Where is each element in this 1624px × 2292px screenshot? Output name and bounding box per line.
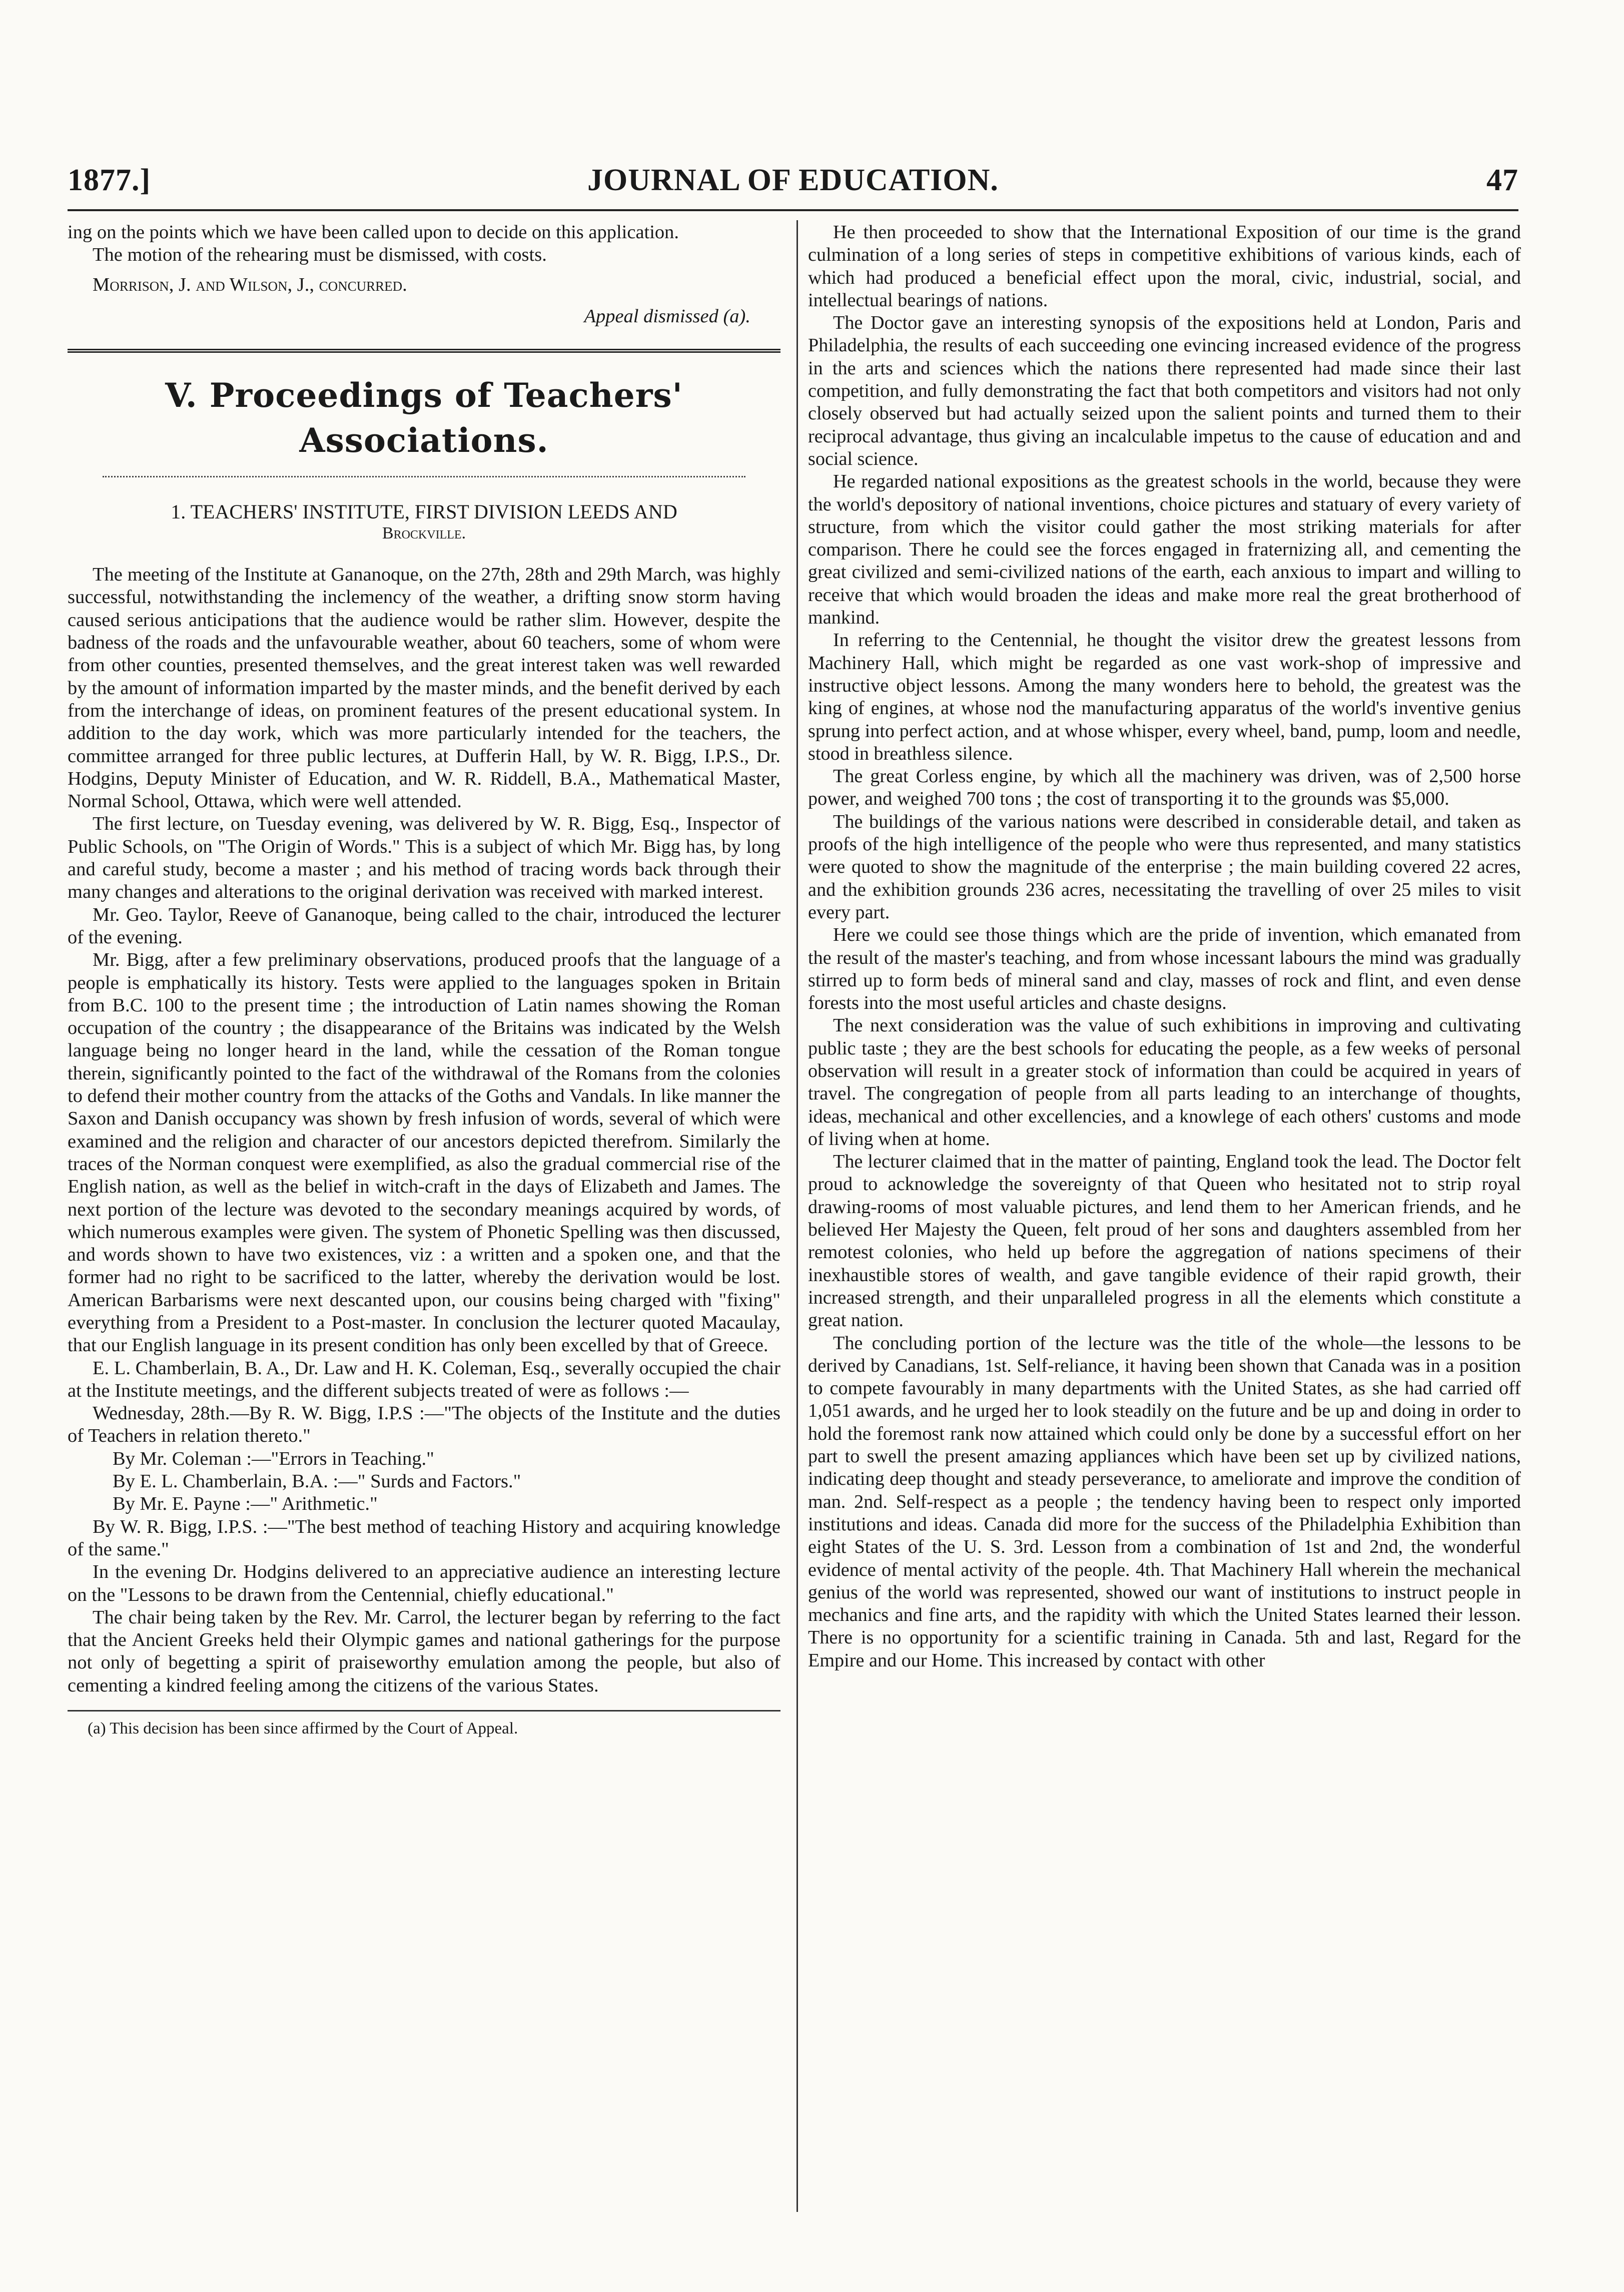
section-rule-top	[68, 349, 780, 353]
header-rule	[68, 209, 1518, 211]
concurred-line: Morrison, J. and Wilson, J., concurred.	[93, 274, 407, 295]
paragraph: E. L. Chamberlain, B. A., Dr. Law and H. K. Coleman, Esq., severally occupied the chair at the Institute meetings, and the different subjects treated of were as follows :—	[68, 1357, 780, 1401]
header-page-number: 47	[1486, 163, 1518, 197]
paragraph: In the evening Dr. Hodgins delivered to an appreciative audience an interesting lecture on the "Lessons to be drawn from the Centennial, chiefly educational."	[68, 1561, 780, 1605]
paragraph: The buildings of the various nations were described in considerable detail, and taken as proofs of the high intelligence of the people who were thus represented, and many statistics were quoted to show the magnitude of the enterprise ; the main building covered 22 acres, and the exhibition grounds 236 acres, necessitating the travelling of over 25 miles to visit every part.	[808, 811, 1521, 923]
paragraph: Mr. Bigg, after a few preliminary observations, produced proofs that the language of a people is emphatically its history. Tests were applied to the languages spoken in Britain from B.C. 100 to the present time ; the introduction of Latin names showing the Roman occupation of the country ; the disappearance of the Britains was indicated by the Welsh language being no longer heard in the land, while the cessation of the Roman tongue therein, significantly pointed to the fact of the withdrawal of the Romans from the colonies to defend their mother country from the attacks of the Goths and Vandals. In like manner the Saxon and Danish occupancy was shown by fresh infusion of words, several of which were examined and the religion and character of our ancestors depicted therefrom. Similarly the traces of the Norman conquest were exemplified, as also the gradual commercial rise of the English nation, as well as the belief in witch-craft in the days of Elizabeth and James. The next portion of the lecture was devoted to the secondary meanings acquired by words, of which numerous examples were given. The system of Phonetic Spelling was then discussed, and words shown to have two existences, viz : a written and a spoken one, and that the former had no right to be sacrificed to the latter, whereby the derivation would be lost. American Barbarisms were next descanted upon, our cousins being charged with "fixing" everything from a President to a Post-master. In conclusion the lecturer quoted Macaulay, that our English language in its present condition has only been excelled by that of Greece.	[68, 949, 780, 1356]
subsection-place: Brockville.	[382, 524, 466, 543]
header-title: JOURNAL OF EDUCATION.	[587, 163, 999, 197]
program-line: By Mr. E. Payne :—" Arithmetic."	[113, 1493, 378, 1515]
header-year: 1877.]	[68, 163, 151, 197]
paragraph: The first lecture, on Tuesday evening, was delivered by W. R. Bigg, Esq., Inspector of Public Schools, on "The Origin of Words." This is a subject of which Mr. Bigg has, by long and careful study, become a master ; and his method of tracing words back through their many changes and alterations to the original derivation was received with marked interest.	[68, 813, 780, 903]
paragraph: The chair being taken by the Rev. Mr. Carrol, the lecturer began by referring to the fact that the Ancient Greeks held their Olympic games and national gatherings for the purpose not only of begetting a spirit of praiseworthy emulation among the people, but also of cementing a kindred feeling among the citizens of the various States.	[68, 1606, 780, 1696]
appeal-signoff: Appeal dismissed (a).	[584, 305, 750, 327]
program-line: Wednesday, 28th.—By R. W. Bigg, I.P.S :—"The objects of the Institute and the duties of Teachers in relation thereto."	[68, 1403, 780, 1447]
paragraph: The meeting of the Institute at Gananoque, on the 27th, 28th and 29th March, was highly successful, notwithstanding the inclemency of the weather, a drifting snow storm having caused serious anticipations that the audience would be rather slim. However, despite the badness of the roads and the unfavourable weather, about 60 teachers, some of whom were from other counties, presented themselves, and the great interest taken was well rewarded by the amount of information imparted by the master minds, and the benefit derived by each from the interchange of ideas, on prominent features of the present educational system. In addition to the day work, which was more particularly intended for the teachers, the committee arranged for three public lectures, at Dufferin Hall, by W. R. Bigg, I.P.S., Dr. Hodgins, Deputy Minister of Education, and W. R. Riddell, B.A., Mathematical Master, Normal School, Ottawa, which were well attended.	[68, 564, 780, 812]
column-divider	[796, 220, 798, 2212]
program-line: By W. R. Bigg, I.P.S. :—"The best method of teaching History and acquiring knowledge of the same."	[68, 1516, 780, 1560]
paragraph: The next consideration was the value of such exhibitions in improving and cultivating public taste ; they are the best schools for educating the people, as a few weeks of personal observation will result in a greater stock of information than could be acquired in years of travel. The congregation of people from all parts leading to an interchange of thoughts, ideas, mechanical and other excellencies, and a knowlege of each others' customs and mode of living when at home.	[808, 1015, 1521, 1150]
paragraph: The concluding portion of the lecture was the title of the whole—the lessons to be derived by Canadians, 1st. Self-reliance, it having been shown that Canada was in a position to compete favourably in many departments with the United States, as she had carried off 1,051 awards, and he urged her to look steadily on the future and be up and doing in order to hold the foremost rank now attained which could only be done by a successful effort on her part to swell the present amazing appliances which have been set up by civilized nations, indicating deep thought and steady perseverance, to ameliorate and improve the condition of man. 2nd. Self-respect as a people ; the tendency having been to respect only imported institutions and ideas. Canada did more for the success of the Philadelphia Exhibition than eight States of the U. S. 3rd. Lesson from a combination of 1st and 2nd, the wonderful evidence of mental activity of the people. 4th. That Machinery Hall wherein the mechanical genius of the world was represented, showed our want of institutions to instruct people in mechanics and fine arts, and the rapidity with which the United States learned their lesson. There is no opportunity for a scientific training in Canada. 5th and last, Regard for the Empire and our Home. This increased by contact with other	[808, 1332, 1521, 1671]
paragraph: Here we could see those things which are the pride of invention, which emanated from the result of the master's teaching, and from whose incessant labours the mind was gradually stirred up to form beds of mineral sand and clay, masses of rock and flint, and even dense forests into the most useful articles and chaste designs.	[808, 924, 1521, 1014]
paragraph: He regarded national expositions as the greatest schools in the world, because they were the world's depository of national inventions, choice pictures and statuary of every variety of structure, from which the visitor could gather the most striking materials for after comparison. There he could see the forces engaged in fraternizing all, and cementing the great civilized and semi-civilized nations of the earth, each anxious to impart and willing to receive that which would broaden the ideas and make more real the great brotherhood of mankind.	[808, 471, 1521, 629]
paragraph: Mr. Geo. Taylor, Reeve of Gananoque, being called to the chair, introduced the lecturer of the evening.	[68, 904, 780, 948]
program-line: By E. L. Chamberlain, B.A. :—" Surds and Factors."	[113, 1471, 521, 1492]
paragraph: The Doctor gave an interesting synopsis of the expositions held at London, Paris and Philadelphia, the results of each succeeding one evincing increased evidence of the progress in the arts and sciences which the nations there represented had made since their last competition, and fully demonstrating the fact that both competitors and visitors had not only closely observed but had actually seized upon the salient points and turned them to their reciprocal advantage, thus giving an incalculable impetus to the cause of education and and social science.	[808, 312, 1521, 469]
intro-line-1: ing on the points which we have been called upon to decide on this application.	[68, 222, 679, 243]
section-title: V. Proceedings of Teachers' Associations.	[165, 376, 683, 460]
left-column	[68, 221, 780, 1739]
paragraph: He then proceeded to show that the International Exposition of our time is the grand culmination of a long series of steps in competitive exhibitions of various kinds, each of which had produced a beneficial effect upon the moral, civic, industrial, social, and intellectual bearings of nations.	[808, 222, 1521, 311]
intro-line-2: The motion of the rehearing must be dismissed, with costs.	[93, 244, 547, 266]
subsection-title: 1. TEACHERS' INSTITUTE, FIRST DIVISION LEEDS AND	[171, 500, 677, 523]
paragraph: The great Corless engine, by which all the machinery was driven, was of 2,500 horse power, and weighed 700 tons ; the cost of transporting it to the grounds was $5,000.	[808, 766, 1521, 810]
footnote: (a) This decision has been since affirmed by the Court of Appeal.	[88, 1720, 518, 1738]
paragraph: The lecturer claimed that in the matter of painting, England took the lead. The Doctor felt proud to acknowledge the sovereignty of that Queen who hesitated not to strip royal drawing-rooms of most valuable pictures, and lend them to her American friends, and he believed Her Majesty the Queen, felt proud of her sons and daughters assembled from her remotest colonies, who held up before the aggregation of nations specimens of their inexhaustible stores of wealth, and gave tangible evidence of their rapid growth, their increased strength, and their unparalleled progress in all the elements which constitute a great nation.	[808, 1151, 1521, 1331]
right-column	[808, 221, 1521, 1672]
section-rule-bottom	[103, 476, 745, 477]
program-line: By Mr. Coleman :—"Errors in Teaching."	[113, 1448, 434, 1469]
footnote-rule	[68, 1710, 780, 1711]
paragraph: In referring to the Centennial, he thought the visitor drew the greatest lessons from Machinery Hall, which might be regarded as one vast work-shop of impressive and instructive object lessons. Among the many wonders here to behold, the greatest was the king of engines, at whose nod the manufacturing apparatus of the world's inventive genius sprung into perfect action, and at whose whisper, every wheel, band, pump, loom and needle, stood in breathless silence.	[808, 630, 1521, 764]
page-header	[68, 163, 1518, 208]
